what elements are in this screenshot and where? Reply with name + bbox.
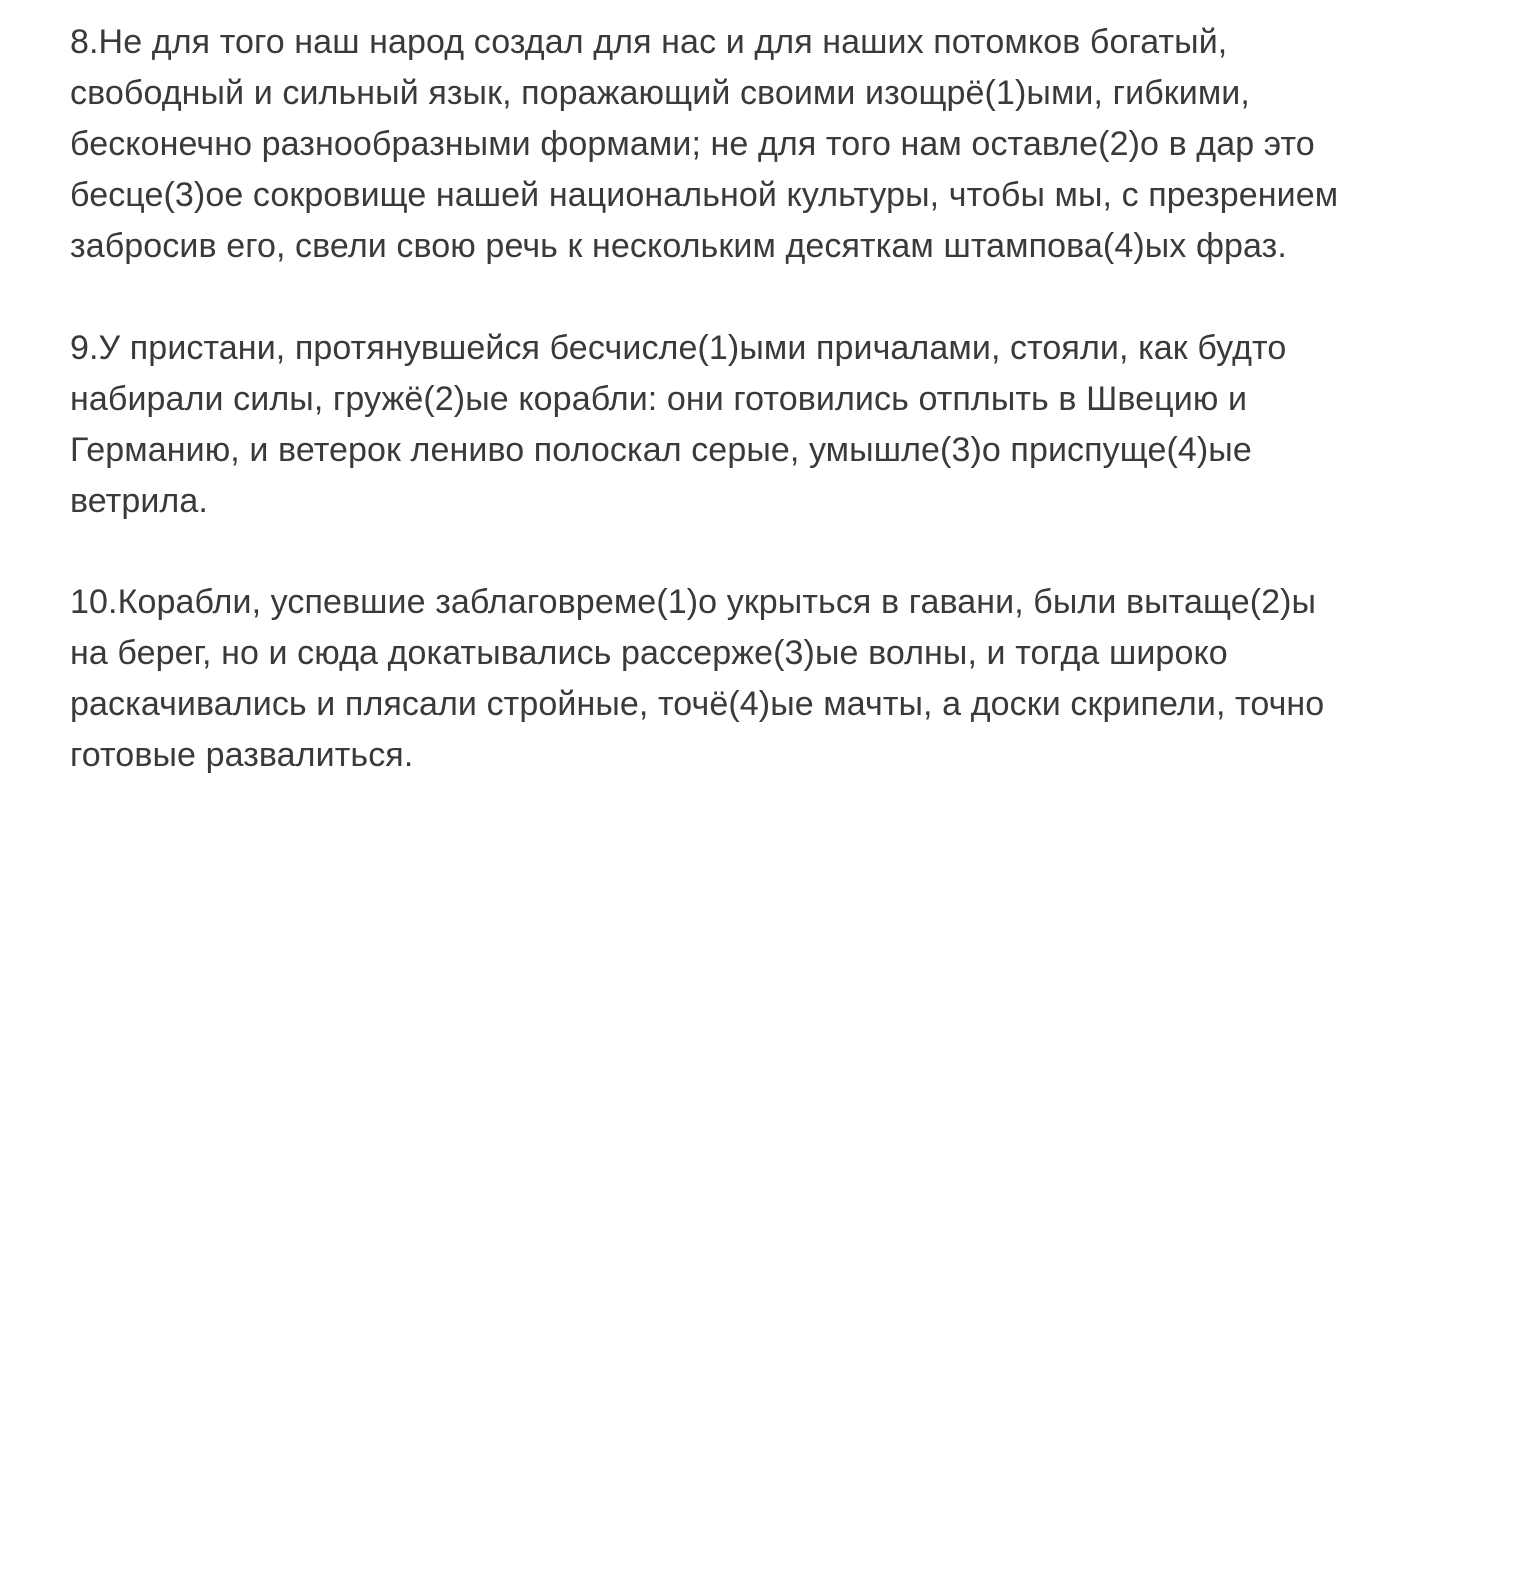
paragraph-line: раскачивались и плясали стройные, точё(4)ые мачты, а доски скрипели, точно bbox=[70, 685, 1325, 723]
paragraph-line: Германию, и ветерок лениво полоскал серые, умышле(3)о приспуще(4)ые bbox=[70, 431, 1252, 469]
paragraph-line: забросив его, свели свою речь к нескольким десяткам штампова(4)ых фраз. bbox=[70, 227, 1287, 265]
task-10-paragraph bbox=[70, 577, 1470, 781]
paragraph-line: ветрила. bbox=[70, 482, 208, 520]
paragraph-line: 10.Корабли, успевшие заблаговреме(1)о укрыться в гавани, были вытаще(2)ы bbox=[70, 583, 1317, 621]
paragraph-line: на берег, но и сюда докатывались рассерже(3)ые волны, и тогда широко bbox=[70, 634, 1228, 672]
paragraph-line: набирали силы, гружё(2)ые корабли: они готовились отплыть в Швецию и bbox=[70, 380, 1248, 418]
paragraph-line: бесконечно разнообразными формами; не для того нам оставле(2)о в дар это bbox=[70, 125, 1315, 163]
paragraph-line: 9.У пристани, протянувшейся бесчисле(1)ыми причалами, стояли, как будто bbox=[70, 329, 1287, 367]
paragraph-line: бесце(3)ое сокровище нашей национальной культуры, чтобы мы, с презрением bbox=[70, 176, 1339, 214]
task-8-paragraph bbox=[70, 17, 1470, 272]
task-9-paragraph bbox=[70, 323, 1470, 527]
paragraph-line: свободный и сильный язык, поражающий своими изощрё(1)ыми, гибкими, bbox=[70, 74, 1250, 112]
paragraph-line: готовые развалиться. bbox=[70, 736, 414, 774]
paragraph-line: 8.Не для того наш народ создал для нас и для наших потомков богатый, bbox=[70, 23, 1228, 61]
